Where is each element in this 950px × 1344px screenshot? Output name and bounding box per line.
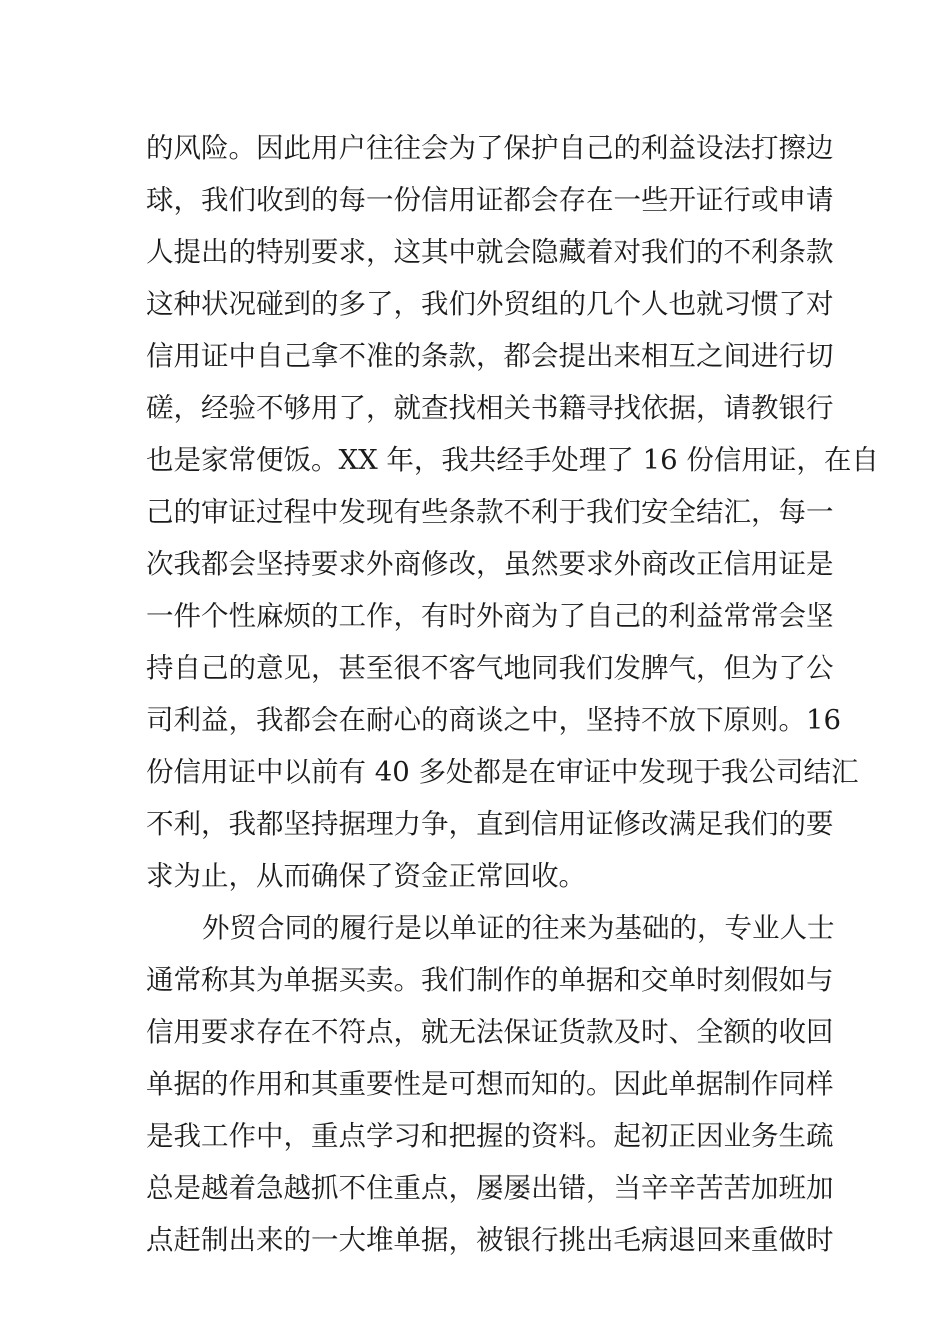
text-line-content: 信用证中自己拿不准的条款，都会提出来相互之间进行切 [146, 340, 834, 372]
text-line [0, 1216, 950, 1264]
text-line-content: 次我都会坚持要求外商修改，虽然要求外商改正信用证是 [146, 548, 834, 580]
text-line [0, 852, 950, 900]
text-line [0, 1008, 950, 1056]
text-line-content: 点赶制出来的一大堆单据，被银行挑出毛病退回来重做时 [146, 1224, 834, 1256]
text-line-content: 磋，经验不够用了，就查找相关书籍寻找依据，请教银行 [146, 392, 834, 424]
text-line [0, 332, 950, 380]
text-line-content: 单据的作用和其重要性是可想而知的。因此单据制作同样 [146, 1068, 834, 1100]
text-line-content: 份信用证中以前有 40 多处都是在审证中发现于我公司结汇 [146, 756, 859, 788]
text-line [0, 384, 950, 432]
text-line-content: 通常称其为单据买卖。我们制作的单据和交单时刻假如与 [146, 964, 834, 996]
text-line [0, 1112, 950, 1160]
text-line [0, 592, 950, 640]
text-line-content: 司利益，我都会在耐心的商谈之中，坚持不放下原则。16 [146, 704, 841, 736]
text-line-content: 不利，我都坚持据理力争，直到信用证修改满足我们的要 [146, 808, 834, 840]
text-line [0, 176, 950, 224]
text-line-content: 这种状况碰到的多了，我们外贸组的几个人也就习惯了对 [146, 288, 834, 320]
text-line [0, 228, 950, 276]
text-line-content: 外贸合同的履行是以单证的往来为基础的，专业人士 [202, 912, 835, 944]
text-line [0, 280, 950, 328]
text-line-content: 是我工作中，重点学习和把握的资料。起初正因业务生疏 [146, 1120, 834, 1152]
text-line-content: 信用要求存在不符点，就无法保证货款及时、全额的收回 [146, 1016, 834, 1048]
text-line-content: 一件个性麻烦的工作，有时外商为了自己的利益常常会坚 [146, 600, 834, 632]
text-line-content: 的风险。因此用户往往会为了保护自己的利益设法打擦边 [146, 132, 834, 164]
text-line [0, 800, 950, 848]
text-line [0, 644, 950, 692]
text-line-content: 总是越着急越抓不住重点，屡屡出错，当辛辛苦苦加班加 [146, 1172, 834, 1204]
text-line [0, 696, 950, 744]
text-line [0, 488, 950, 536]
text-line [0, 1060, 950, 1108]
text-line [0, 1164, 950, 1212]
text-line-content: 求为止，从而确保了资金正常回收。 [146, 860, 586, 892]
paragraph-first-line [0, 904, 950, 952]
text-line-content: 也是家常便饭。XX 年，我共经手处理了 16 份信用证，在自 [146, 444, 879, 476]
text-line [0, 956, 950, 1004]
text-line [0, 748, 950, 796]
text-line [0, 124, 950, 172]
text-line [0, 436, 950, 484]
text-line [0, 540, 950, 588]
text-line-content: 持自己的意见，甚至很不客气地同我们发脾气，但为了公 [146, 652, 834, 684]
text-line-content: 人提出的特别要求，这其中就会隐藏着对我们的不利条款 [146, 236, 834, 268]
text-line-content: 己的审证过程中发现有些条款不利于我们安全结汇，每一 [146, 496, 834, 528]
text-line-content: 球，我们收到的每一份信用证都会存在一些开证行或申请 [146, 184, 834, 216]
